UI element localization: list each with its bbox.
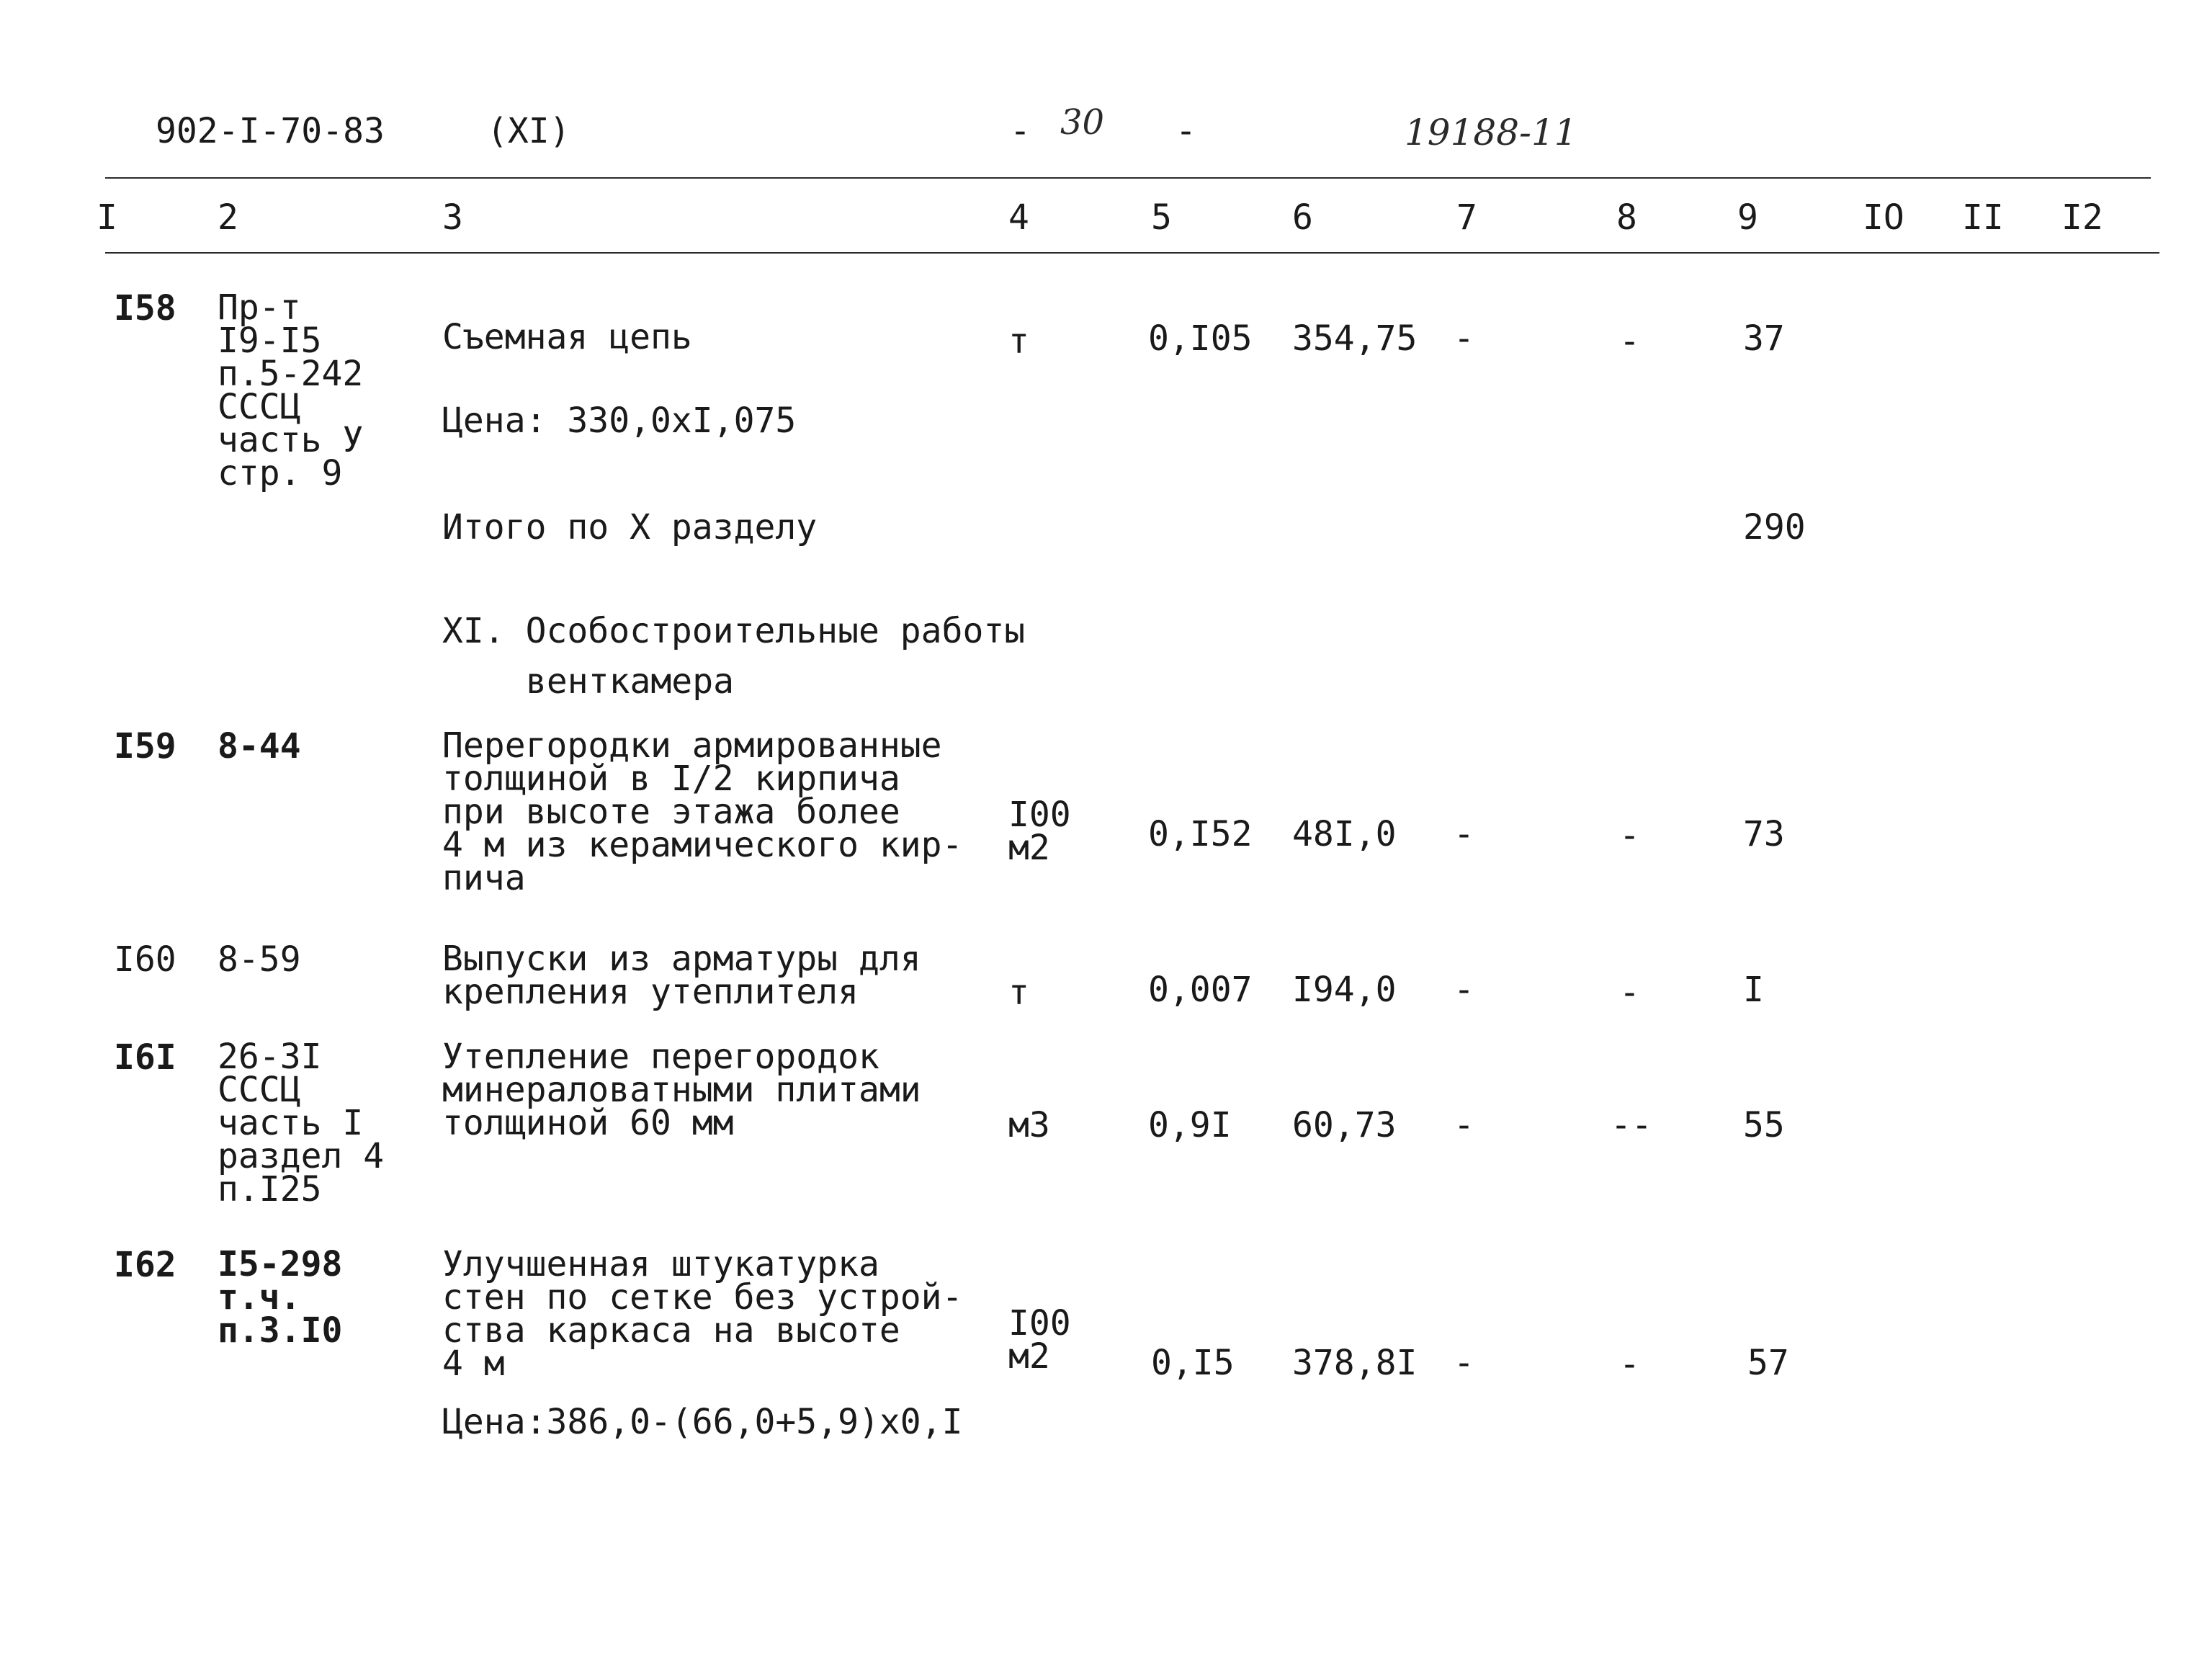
row-col8: -- xyxy=(1611,1105,1652,1145)
column-number-5: 5 xyxy=(1151,197,1172,238)
row-unit-price: 378,8I xyxy=(1292,1343,1418,1383)
ref-number: 19188-11 xyxy=(1405,112,1577,153)
row-code: I5-298 т.ч. п.3.I0 xyxy=(218,1244,343,1351)
row-unit: м3 xyxy=(1008,1105,1050,1145)
row-unit-price: 60,73 xyxy=(1292,1105,1397,1145)
page-number: 30 xyxy=(1060,102,1105,143)
subtotal-label: Итого по Х разделу xyxy=(442,507,818,547)
row-price-note: Цена:386,0-(66,0+5,9)х0,I xyxy=(442,1402,963,1442)
row-number: I6I xyxy=(114,1037,176,1078)
row-col8: - xyxy=(1619,321,1640,362)
row-total: 37 xyxy=(1743,318,1785,359)
row-quantity: 0,I52 xyxy=(1148,814,1253,854)
row-total: 55 xyxy=(1743,1105,1785,1145)
column-number-8: 8 xyxy=(1616,197,1637,238)
row-unit: I00 м2 xyxy=(1008,1303,1071,1377)
column-number-4: 4 xyxy=(1008,197,1029,238)
row-unit: I00 м2 xyxy=(1008,795,1071,868)
row-unit: т xyxy=(1008,321,1029,362)
column-number-12: I2 xyxy=(2061,197,2103,238)
row-unit: т xyxy=(1008,972,1029,1013)
row-total: 57 xyxy=(1747,1343,1789,1383)
row-description: Утепление перегородок минераловатными плитами толщиной 60 мм xyxy=(442,1037,921,1143)
row-code: 26-3I СССЦ часть I раздел 4 п.I25 xyxy=(218,1037,385,1209)
row-unit-price: 48I,0 xyxy=(1292,814,1397,854)
column-number-6: 6 xyxy=(1292,197,1313,238)
row-col7: - xyxy=(1454,318,1474,359)
section-heading: XI. Особостроительные работы xyxy=(442,611,1026,651)
row-code: Пр-т I9-I5 п.5-242 СССЦ часть У стр. 9 xyxy=(218,287,364,493)
row-number: I60 xyxy=(114,939,176,980)
row-description: Съемная цепь xyxy=(442,317,692,357)
subtotal-value: 290 xyxy=(1743,507,1806,547)
row-total: I xyxy=(1743,970,1764,1010)
row-description: Улучшенная штукатурка стен по сетке без устрой- ства каркаса на высоте 4 м xyxy=(442,1244,963,1384)
doc-code: 902-I-70-83 xyxy=(156,111,385,151)
row-quantity: 0,007 xyxy=(1148,970,1253,1010)
header-bottom-rule xyxy=(105,252,2159,254)
row-col8: - xyxy=(1619,1344,1640,1385)
page-dash-left: - xyxy=(1010,111,1031,151)
row-quantity: 0,I05 xyxy=(1148,318,1253,359)
page-dash-right: - xyxy=(1176,111,1196,151)
row-price-note: Цена: 330,0хI,075 xyxy=(442,401,797,441)
row-unit-price: I94,0 xyxy=(1292,970,1397,1010)
row-unit-price: 354,75 xyxy=(1292,318,1418,359)
row-code: 8-59 xyxy=(218,939,301,980)
row-quantity: 0,9I xyxy=(1148,1105,1232,1145)
row-quantity: 0,I5 xyxy=(1151,1343,1235,1383)
row-description: Перегородки армированные толщиной в I/2 кирпича при высоте этажа более 4 м из керамического кир- пича xyxy=(442,725,963,898)
column-number-11: II xyxy=(1962,197,2004,238)
row-description: Выпуски из арматуры для крепления утеплителя xyxy=(442,939,921,1012)
row-number: I59 xyxy=(114,726,176,766)
row-total: 73 xyxy=(1743,814,1785,854)
row-col7: - xyxy=(1454,970,1474,1010)
column-number-3: 3 xyxy=(442,197,463,238)
column-number-9: 9 xyxy=(1737,197,1758,238)
row-col7: - xyxy=(1454,1105,1474,1145)
section-heading-subtitle: венткамера xyxy=(526,661,734,702)
row-col8: - xyxy=(1619,972,1640,1013)
row-col7: - xyxy=(1454,1343,1474,1383)
row-code: 8-44 xyxy=(218,726,301,766)
column-number-7: 7 xyxy=(1456,197,1477,238)
section-mark: (XI) xyxy=(487,111,570,151)
row-number: I58 xyxy=(114,288,176,328)
column-number-10: IO xyxy=(1863,197,1904,238)
row-col7: - xyxy=(1454,814,1474,854)
row-col8: - xyxy=(1619,815,1640,856)
header-top-rule xyxy=(105,177,2151,179)
row-number: I62 xyxy=(114,1245,176,1285)
column-number-1: I xyxy=(97,197,117,238)
column-number-2: 2 xyxy=(218,197,238,238)
